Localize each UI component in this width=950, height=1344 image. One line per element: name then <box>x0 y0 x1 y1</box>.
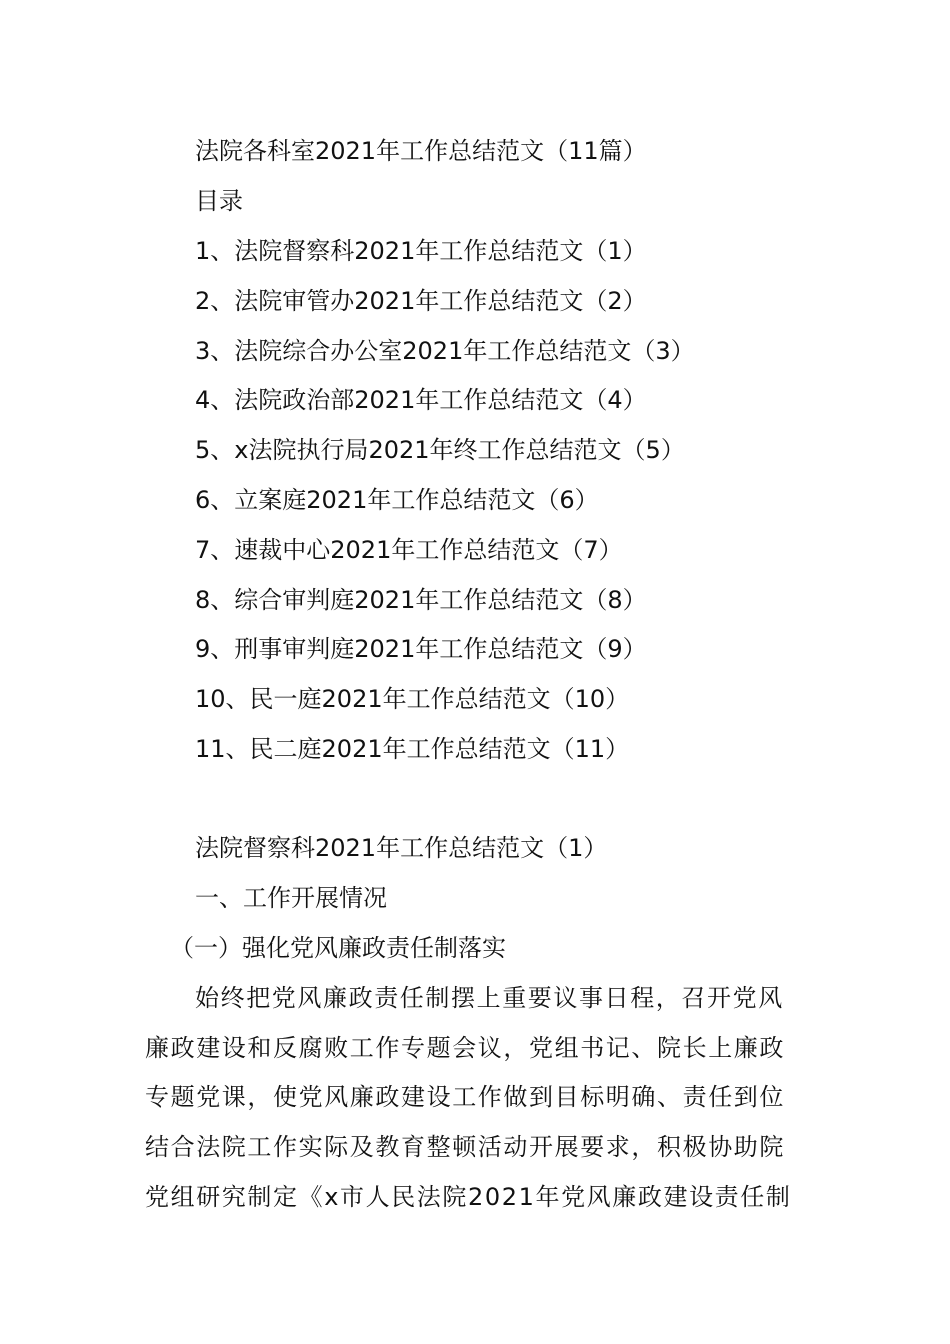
body-text-line: 廉政建设和反腐败工作专题会议，党组书记、院长上廉政 <box>145 1034 785 1062</box>
toc-item: 11、民二庭2021年工作总结范文（11） <box>195 735 630 763</box>
toc-item: 3、法院综合办公室2021年工作总结范文（3） <box>195 337 695 365</box>
body-text-line: 党组研究制定《x市人民法院2021年党风廉政建设责任制 <box>145 1183 792 1211</box>
toc-item: 2、法院审管办2021年工作总结范文（2） <box>195 287 647 315</box>
heading-level-2: （一）强化党风廉政责任制落实 <box>170 934 506 962</box>
section-title: 法院督察科2021年工作总结范文（1） <box>195 834 608 862</box>
toc-item: 9、刑事审判庭2021年工作总结范文（9） <box>195 635 647 663</box>
body-text-line: 专题党课，使党风廉政建设工作做到目标明确、责任到位 <box>145 1083 785 1111</box>
body-text-line: 结合法院工作实际及教育整顿活动开展要求，积极协助院 <box>145 1133 785 1161</box>
toc-item: 1、法院督察科2021年工作总结范文（1） <box>195 237 647 265</box>
toc-item: 6、立案庭2021年工作总结范文（6） <box>195 486 599 514</box>
toc-item: 4、法院政治部2021年工作总结范文（4） <box>195 386 647 414</box>
toc-heading: 目录 <box>195 187 243 215</box>
heading-level-1: 一、工作开展情况 <box>195 884 387 912</box>
toc-item: 7、速裁中心2021年工作总结范文（7） <box>195 536 623 564</box>
toc-item: 8、综合审判庭2021年工作总结范文（8） <box>195 586 647 614</box>
toc-item: 5、x法院执行局2021年终工作总结范文（5） <box>195 436 685 464</box>
toc-item: 10、民一庭2021年工作总结范文（10） <box>195 685 630 713</box>
document-title: 法院各科室2021年工作总结范文（11篇） <box>195 137 647 165</box>
body-text-line: 始终把党风廉政责任制摆上重要议事日程，召开党风 <box>195 984 784 1012</box>
